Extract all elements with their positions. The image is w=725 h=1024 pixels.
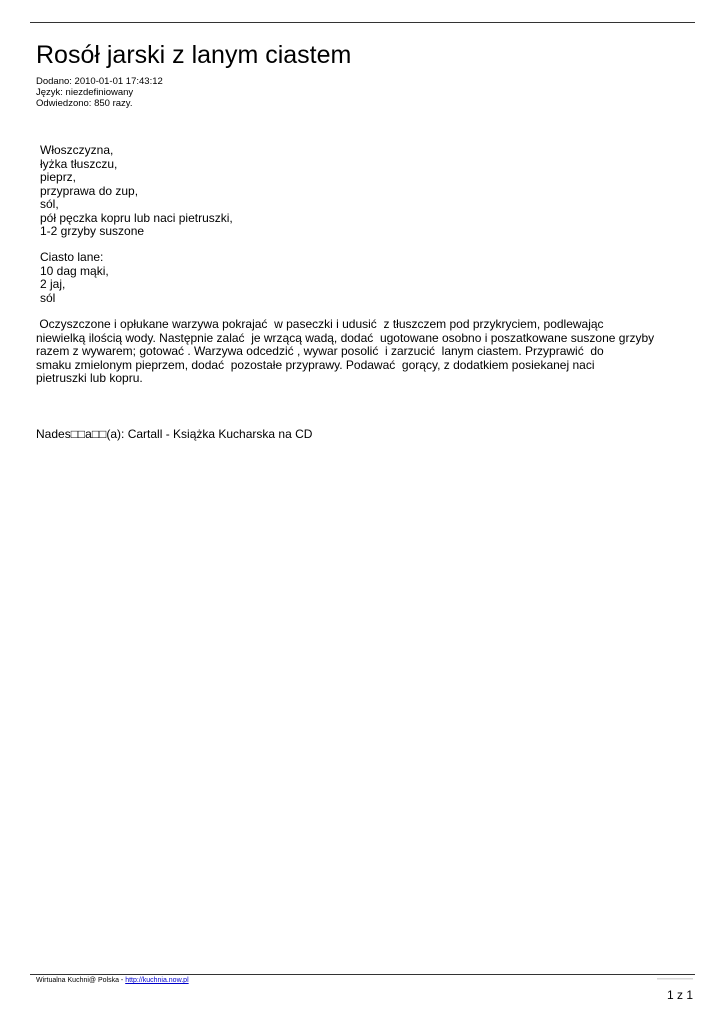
page-number: 1 z 1 bbox=[666, 988, 693, 1002]
recipe-meta bbox=[36, 76, 163, 109]
footer-divider bbox=[30, 974, 695, 975]
recipe-title: Rosół jarski z lanym ciastem bbox=[36, 41, 352, 69]
ingredient-line: 1-2 grzyby suszone bbox=[40, 224, 145, 238]
ingredient-line: łyżka tłuszczu, bbox=[40, 156, 118, 171]
ingredient-line: Włoszczyzna, bbox=[40, 143, 114, 157]
header-divider bbox=[30, 22, 695, 23]
ingredients-list bbox=[40, 144, 233, 239]
meta-language: Język: niezdefiniowany bbox=[36, 87, 134, 98]
ingredient-line: przyprawa do zup, bbox=[40, 183, 139, 198]
instruction-line: niewielką ilością wody. Następnie zalać je wrzącą wadą, dodać ugotowane osobno i poszatkowane suszone grzyby bbox=[36, 330, 655, 345]
dough-line: sól bbox=[40, 290, 56, 305]
instruction-line: Oczyszczone i opłukane warzywa pokrajać w paseczki i udusić z tłuszczem pod przykryciem, podlewając bbox=[36, 317, 604, 331]
dough-line: 10 dag mąki, bbox=[40, 263, 109, 278]
footer-stamp-mark bbox=[657, 977, 693, 982]
dough-line: 2 jaj, bbox=[40, 277, 66, 291]
footer-site-name: Wirtualna Kuchni@ Polska - bbox=[36, 977, 126, 984]
instruction-line: pietruszki lub kopru. bbox=[36, 371, 143, 385]
footer-source bbox=[36, 976, 189, 985]
instruction-line: smaku zmielonym pieprzem, dodać pozostałe przyprawy. Podawać gorący, z dodatkiem posiekanej naci bbox=[36, 357, 595, 372]
meta-visited: Odwiedzono: 850 razy. bbox=[36, 98, 133, 109]
ingredient-line: pieprz, bbox=[40, 170, 77, 184]
meta-added: Dodano: 2010-01-01 17:43:12 bbox=[36, 76, 163, 87]
ingredient-line: pół pęczka kopru lub naci pietruszki, bbox=[40, 210, 233, 225]
dough-heading: Ciasto lane: bbox=[40, 250, 104, 264]
instruction-line: razem z wywarem; gotować . Warzywa odcedzić , wywar posolić i zarzucić lanym ciastem. Przyprawić do bbox=[36, 344, 604, 358]
footer-site-link[interactable]: http://kuchnia.now.pl bbox=[125, 977, 189, 984]
footer-stamp-icon bbox=[657, 977, 693, 981]
recipe-sender: Nades□□a□□(a): Cartall - Książka Kucharska na CD bbox=[36, 427, 313, 441]
dough-ingredients bbox=[40, 251, 109, 305]
recipe-instructions bbox=[36, 318, 654, 386]
ingredient-line: sól, bbox=[40, 197, 59, 211]
